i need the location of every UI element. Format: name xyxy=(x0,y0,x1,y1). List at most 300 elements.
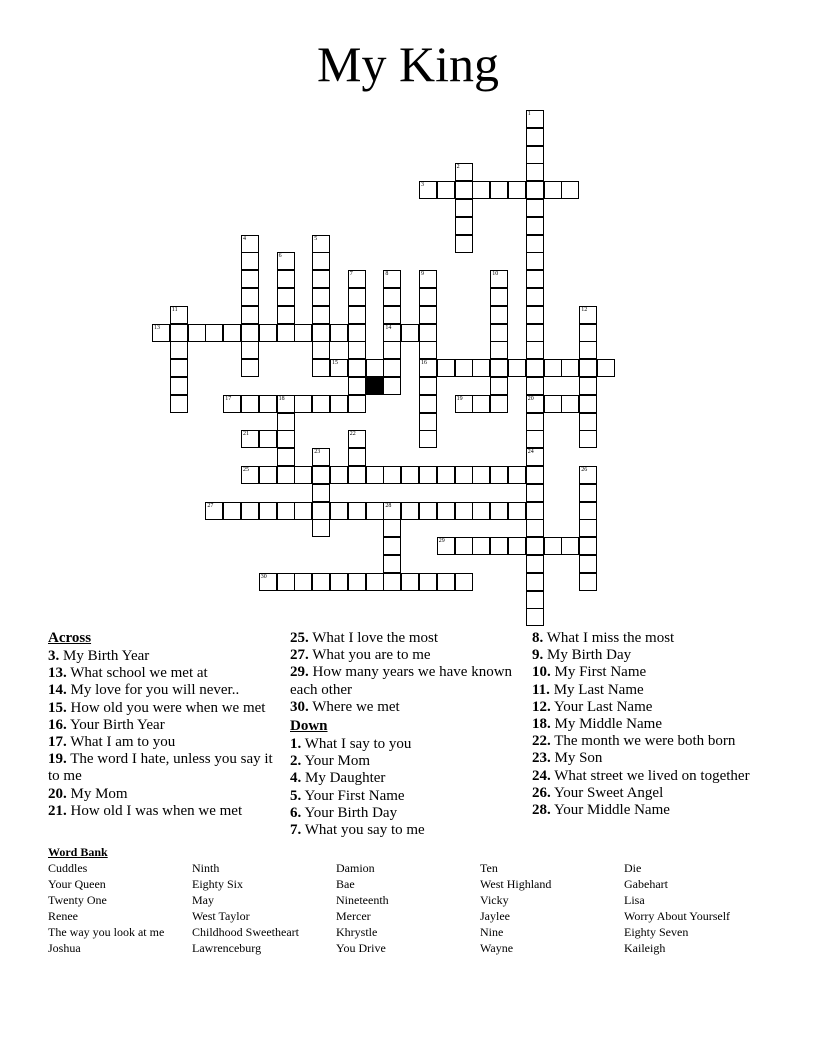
clue-text: My Mom xyxy=(66,785,128,802)
word-bank-column xyxy=(48,860,164,956)
grid-cell[interactable] xyxy=(170,324,188,342)
grid-cell[interactable] xyxy=(579,306,597,324)
grid-cell[interactable] xyxy=(526,502,544,520)
grid-cell[interactable] xyxy=(472,181,490,199)
grid-cell[interactable] xyxy=(312,466,330,484)
clue-number: 30. xyxy=(290,698,309,715)
grid-cell[interactable] xyxy=(330,395,348,413)
grid-cell[interactable] xyxy=(526,377,544,395)
clue-text: The word I hate, unless you say it to me xyxy=(48,751,273,785)
grid-cell[interactable] xyxy=(597,359,615,377)
word-bank-entry: Eighty Six xyxy=(192,877,244,891)
grid-cell[interactable] xyxy=(383,324,401,342)
clue-number: 20. xyxy=(48,785,67,802)
grid-cell[interactable] xyxy=(348,430,366,448)
grid-cell[interactable] xyxy=(526,395,544,413)
grid-cell[interactable] xyxy=(294,324,312,342)
word-bank-entry: Worry About Yourself xyxy=(624,909,731,923)
grid-cell[interactable] xyxy=(579,573,597,591)
grid-cell[interactable] xyxy=(205,324,223,342)
grid-cell[interactable] xyxy=(277,288,295,306)
grid-cell[interactable] xyxy=(579,324,597,342)
grid-cell[interactable] xyxy=(490,341,508,359)
grid-cell[interactable] xyxy=(561,181,579,199)
clue-text: Your Birth Year xyxy=(66,716,165,733)
grid-cell[interactable] xyxy=(526,519,544,537)
grid-cell[interactable] xyxy=(241,324,259,342)
grid-cell[interactable] xyxy=(526,359,544,377)
grid-cell[interactable] xyxy=(419,306,437,324)
grid-cell[interactable] xyxy=(526,181,544,199)
grid-cell[interactable] xyxy=(472,537,490,555)
word-bank-entry: Your Queen xyxy=(48,877,106,891)
clue-number: 20 xyxy=(527,395,534,402)
grid-cell[interactable] xyxy=(526,484,544,502)
clue-number: 12. xyxy=(532,698,551,715)
grid-cell[interactable] xyxy=(330,359,348,377)
grid-cell[interactable] xyxy=(383,270,401,288)
grid-cell[interactable] xyxy=(526,235,544,253)
grid-cell[interactable] xyxy=(579,377,597,395)
word-bank-entry: Mercer xyxy=(336,909,371,923)
clue-text: Your Last Name xyxy=(550,698,653,715)
clue-number: 27 xyxy=(207,502,214,509)
grid-cell[interactable] xyxy=(490,377,508,395)
grid-cell[interactable] xyxy=(419,324,437,342)
grid-cell[interactable] xyxy=(366,359,384,377)
clue-number: 10. xyxy=(532,664,551,681)
clue-number: 6 xyxy=(278,253,282,260)
grid-cell[interactable] xyxy=(419,430,437,448)
word-bank-column xyxy=(480,860,551,956)
clue-item xyxy=(290,753,520,770)
grid-cell[interactable] xyxy=(241,252,259,270)
grid-cell[interactable] xyxy=(526,110,544,128)
clue-number: 9 xyxy=(421,271,424,278)
grid-cell[interactable] xyxy=(259,502,277,520)
grid-cell[interactable] xyxy=(348,573,366,591)
grid-cell[interactable] xyxy=(472,359,490,377)
grid-cell[interactable] xyxy=(579,519,597,537)
clue-number: 22 xyxy=(349,431,356,438)
grid-cell[interactable] xyxy=(455,199,473,217)
clue-number: 25 xyxy=(243,467,249,473)
grid-cell[interactable] xyxy=(383,306,401,324)
grid-cell[interactable] xyxy=(419,270,437,288)
clue-text: What school we met at xyxy=(66,665,208,682)
clue-number: 11 xyxy=(171,306,178,313)
grid-cell[interactable] xyxy=(526,430,544,448)
word-bank-entry: Eighty Seven xyxy=(624,925,689,939)
grid-cell[interactable] xyxy=(437,537,455,555)
grid-cell[interactable] xyxy=(401,324,419,342)
grid-cell[interactable] xyxy=(241,341,259,359)
grid-cell[interactable] xyxy=(294,502,312,520)
clue-text: How many years we have known each other xyxy=(290,664,513,698)
grid-cell[interactable] xyxy=(383,519,401,537)
word-bank-entry: West Highland xyxy=(480,877,552,891)
grid-cell[interactable] xyxy=(294,395,312,413)
grid-cell[interactable] xyxy=(383,537,401,555)
clue-text: How old I was when we met xyxy=(66,802,243,819)
grid-cell[interactable] xyxy=(526,466,544,484)
grid-cell[interactable] xyxy=(455,163,473,181)
grid-cell[interactable] xyxy=(490,288,508,306)
grid-cell[interactable] xyxy=(526,306,544,324)
grid-cell[interactable] xyxy=(170,359,188,377)
clue-number: 21. xyxy=(48,802,67,819)
grid-cell[interactable] xyxy=(419,359,437,377)
clue-item xyxy=(48,700,278,717)
grid-cell[interactable] xyxy=(383,341,401,359)
grid-cell[interactable] xyxy=(348,324,366,342)
grid-cell[interactable] xyxy=(526,252,544,270)
clue-item xyxy=(532,716,762,733)
grid-cell[interactable] xyxy=(348,288,366,306)
grid-cell[interactable] xyxy=(579,537,597,555)
clue-number: 10 xyxy=(492,271,499,278)
grid-cell[interactable] xyxy=(508,502,526,520)
grid-cell[interactable] xyxy=(383,288,401,306)
clue-number: 3. xyxy=(48,648,60,664)
grid-cell[interactable] xyxy=(348,359,366,377)
grid-cell[interactable] xyxy=(312,306,330,324)
grid-cell[interactable] xyxy=(490,537,508,555)
grid-cell[interactable] xyxy=(259,324,277,342)
grid-cell[interactable] xyxy=(579,555,597,573)
grid-cell[interactable] xyxy=(526,146,544,164)
grid-cell[interactable] xyxy=(579,413,597,431)
word-bank-entry: Gabehart xyxy=(624,877,668,891)
clue-item xyxy=(48,648,278,665)
word-bank-entry: Lawrenceburg xyxy=(192,941,262,955)
clue-number: 5 xyxy=(314,235,318,242)
blocked-cell xyxy=(366,377,384,395)
grid-cell[interactable] xyxy=(526,163,544,181)
grid-cell[interactable] xyxy=(419,502,437,520)
grid-cell[interactable] xyxy=(508,359,526,377)
grid-cell[interactable] xyxy=(170,377,188,395)
grid-cell[interactable] xyxy=(401,466,419,484)
grid-cell[interactable] xyxy=(383,573,401,591)
grid-cell[interactable] xyxy=(526,448,544,466)
down-clue-list-continued xyxy=(532,630,762,819)
grid-cell[interactable] xyxy=(294,573,312,591)
grid-cell[interactable] xyxy=(241,359,259,377)
grid-cell[interactable] xyxy=(223,324,241,342)
clue-number: 16. xyxy=(48,716,67,733)
clue-item xyxy=(290,770,520,787)
grid-cell[interactable] xyxy=(188,324,206,342)
across-heading: Across xyxy=(48,630,92,646)
grid-cell[interactable] xyxy=(401,573,419,591)
clue-number: 18 xyxy=(278,395,285,402)
grid-cell[interactable] xyxy=(241,288,259,306)
grid-cell[interactable] xyxy=(348,270,366,288)
grid-cell[interactable] xyxy=(348,306,366,324)
grid-cell[interactable] xyxy=(312,484,330,502)
clue-number: 7 xyxy=(349,271,353,278)
grid-cell[interactable] xyxy=(277,413,295,431)
clue-number: 18. xyxy=(532,716,551,733)
grid-cell[interactable] xyxy=(455,573,473,591)
grid-cell[interactable] xyxy=(437,502,455,520)
grid-cell[interactable] xyxy=(490,466,508,484)
grid-cell[interactable] xyxy=(241,430,259,448)
grid-cell[interactable] xyxy=(170,395,188,413)
grid-cell[interactable] xyxy=(490,395,508,413)
clue-text: The month we were both born xyxy=(550,733,736,750)
grid-cell[interactable] xyxy=(366,466,384,484)
grid-cell[interactable] xyxy=(579,430,597,448)
clue-number: 1 xyxy=(527,111,531,117)
grid-cell[interactable] xyxy=(348,341,366,359)
grid-cell[interactable] xyxy=(455,502,473,520)
clue-number: 27. xyxy=(290,647,309,664)
grid-cell[interactable] xyxy=(277,502,295,520)
grid-cell[interactable] xyxy=(472,395,490,413)
grid-cell[interactable] xyxy=(419,466,437,484)
clue-item xyxy=(532,768,762,785)
grid-cell[interactable] xyxy=(561,537,579,555)
grid-cell[interactable] xyxy=(437,466,455,484)
grid-cell[interactable] xyxy=(259,466,277,484)
page-title: My King xyxy=(317,36,499,92)
grid-cell[interactable] xyxy=(490,502,508,520)
grid-cell[interactable] xyxy=(490,324,508,342)
grid-cell[interactable] xyxy=(170,341,188,359)
grid-cell[interactable] xyxy=(490,359,508,377)
grid-cell[interactable] xyxy=(544,395,562,413)
clue-item xyxy=(532,785,762,802)
grid-cell[interactable] xyxy=(277,252,295,270)
clue-text: Your Sweet Angel xyxy=(550,784,664,801)
grid-cell[interactable] xyxy=(241,235,259,253)
grid-cell[interactable] xyxy=(508,181,526,199)
clue-number: 29 xyxy=(438,538,445,545)
grid-cell[interactable] xyxy=(472,502,490,520)
grid-cell[interactable] xyxy=(259,573,277,591)
grid-cell[interactable] xyxy=(526,288,544,306)
grid-cell[interactable] xyxy=(330,573,348,591)
word-bank-title: Word Bank xyxy=(48,845,108,859)
grid-cell[interactable] xyxy=(419,288,437,306)
grid-cell[interactable] xyxy=(348,395,366,413)
grid-cell[interactable] xyxy=(490,306,508,324)
word-bank-entry: Nine xyxy=(480,925,504,939)
grid-cell[interactable] xyxy=(312,235,330,253)
grid-cell[interactable] xyxy=(277,466,295,484)
grid-cell[interactable] xyxy=(579,484,597,502)
word-bank-entry: Twenty One xyxy=(48,893,107,907)
clue-number: 8 xyxy=(385,271,389,278)
grid-cell[interactable] xyxy=(419,573,437,591)
grid-cell[interactable] xyxy=(526,537,544,555)
grid-cell[interactable] xyxy=(348,377,366,395)
grid-cell[interactable] xyxy=(312,341,330,359)
grid-cell[interactable] xyxy=(277,306,295,324)
grid-cell[interactable] xyxy=(277,430,295,448)
clue-number: 23 xyxy=(314,449,321,456)
grid-cell[interactable] xyxy=(348,466,366,484)
clue-number: 1. xyxy=(290,736,302,753)
grid-cell[interactable] xyxy=(366,573,384,591)
grid-cell[interactable] xyxy=(383,466,401,484)
across-clue-list-continued xyxy=(290,630,520,716)
grid-cell[interactable] xyxy=(490,181,508,199)
grid-cell[interactable] xyxy=(526,128,544,146)
grid-cell[interactable] xyxy=(259,430,277,448)
word-bank-entry: The way you look at me xyxy=(48,925,165,939)
grid-cell[interactable] xyxy=(526,573,544,591)
grid-cell[interactable] xyxy=(383,377,401,395)
clue-text: My Middle Name xyxy=(550,716,662,733)
grid-cell[interactable] xyxy=(544,181,562,199)
across-clue-list xyxy=(48,648,278,820)
grid-cell[interactable] xyxy=(152,324,170,342)
grid-cell[interactable] xyxy=(401,502,419,520)
grid-cell[interactable] xyxy=(561,359,579,377)
grid-cell[interactable] xyxy=(312,573,330,591)
grid-cell[interactable] xyxy=(312,502,330,520)
grid-cell[interactable] xyxy=(455,235,473,253)
clue-number: 17. xyxy=(48,734,67,751)
clue-text: My First Name xyxy=(550,664,647,681)
grid-cell[interactable] xyxy=(277,395,295,413)
grid-cell[interactable] xyxy=(312,448,330,466)
grid-cell[interactable] xyxy=(419,413,437,431)
grid-cell[interactable] xyxy=(526,324,544,342)
clue-number: 2. xyxy=(290,753,302,770)
grid-cell[interactable] xyxy=(366,502,384,520)
clue-text: How old you were when we met xyxy=(66,699,266,716)
grid-cell[interactable] xyxy=(312,270,330,288)
grid-cell[interactable] xyxy=(241,466,259,484)
clue-number: 15 xyxy=(332,360,338,367)
grid-cell[interactable] xyxy=(294,466,312,484)
grid-cell[interactable] xyxy=(508,537,526,555)
grid-cell[interactable] xyxy=(259,395,277,413)
grid-cell[interactable] xyxy=(170,306,188,324)
clue-number: 29. xyxy=(290,664,309,681)
grid-cell[interactable] xyxy=(241,306,259,324)
grid-cell[interactable] xyxy=(455,537,473,555)
grid-cell[interactable] xyxy=(561,395,579,413)
grid-cell[interactable] xyxy=(455,181,473,199)
grid-cell[interactable] xyxy=(383,502,401,520)
grid-cell[interactable] xyxy=(579,359,597,377)
grid-cell[interactable] xyxy=(437,359,455,377)
grid-cell[interactable] xyxy=(277,324,295,342)
grid-cell[interactable] xyxy=(455,395,473,413)
grid-cell[interactable] xyxy=(544,359,562,377)
grid-cell[interactable] xyxy=(437,573,455,591)
clue-text: My Last Name xyxy=(549,681,644,698)
grid-cell[interactable] xyxy=(277,573,295,591)
grid-cell[interactable] xyxy=(330,466,348,484)
grid-cell[interactable] xyxy=(579,341,597,359)
grid-cell[interactable] xyxy=(455,359,473,377)
clue-number: 19. xyxy=(48,751,67,768)
grid-cell[interactable] xyxy=(455,217,473,235)
clue-item xyxy=(290,805,520,822)
grid-cell[interactable] xyxy=(579,466,597,484)
clue-text: My love for you will never.. xyxy=(66,682,240,699)
grid-cell[interactable] xyxy=(241,270,259,288)
grid-cell[interactable] xyxy=(223,502,241,520)
clue-number: 26. xyxy=(532,784,551,801)
grid-cell[interactable] xyxy=(241,502,259,520)
clue-number: 2 xyxy=(456,164,460,171)
grid-cell[interactable] xyxy=(348,448,366,466)
grid-cell[interactable] xyxy=(223,395,241,413)
clue-number: 14. xyxy=(48,682,67,699)
grid-cell[interactable] xyxy=(312,395,330,413)
grid-cell[interactable] xyxy=(383,359,401,377)
grid-cell[interactable] xyxy=(419,181,437,199)
word-bank-column xyxy=(624,860,730,956)
clue-column-2 xyxy=(290,630,520,839)
grid-cell[interactable] xyxy=(579,395,597,413)
grid-cell[interactable] xyxy=(472,466,490,484)
clue-number: 5. xyxy=(290,787,302,804)
word-bank-entry: Ten xyxy=(480,861,498,875)
grid-cell[interactable] xyxy=(312,519,330,537)
word-bank-entry: Wayne xyxy=(480,941,514,955)
grid-cell[interactable] xyxy=(508,466,526,484)
grid-cell[interactable] xyxy=(312,288,330,306)
clue-text: Your Birth Day xyxy=(301,804,398,821)
grid-cell[interactable] xyxy=(277,270,295,288)
grid-cell[interactable] xyxy=(348,502,366,520)
grid-cell[interactable] xyxy=(526,270,544,288)
grid-cell[interactable] xyxy=(312,359,330,377)
grid-cell[interactable] xyxy=(419,377,437,395)
grid-cell[interactable] xyxy=(526,555,544,573)
word-bank-entry: Die xyxy=(624,861,642,875)
clue-item xyxy=(48,786,278,803)
clue-text: What I am to you xyxy=(66,734,176,751)
grid-cell[interactable] xyxy=(312,324,330,342)
clue-text: My Birth Year xyxy=(59,648,150,664)
grid-cell[interactable] xyxy=(419,395,437,413)
clue-text: What I love the most xyxy=(308,630,439,646)
grid-cell[interactable] xyxy=(205,502,223,520)
grid-cell[interactable] xyxy=(383,555,401,573)
grid-cell[interactable] xyxy=(526,217,544,235)
grid-cell[interactable] xyxy=(437,181,455,199)
grid-cell[interactable] xyxy=(526,199,544,217)
grid-cell[interactable] xyxy=(277,448,295,466)
grid-cell[interactable] xyxy=(579,502,597,520)
clue-number: 19 xyxy=(456,395,463,402)
grid-cell[interactable] xyxy=(241,395,259,413)
grid-cell[interactable] xyxy=(330,502,348,520)
word-bank-entry: West Taylor xyxy=(192,909,250,923)
grid-cell[interactable] xyxy=(526,608,544,626)
grid-cell[interactable] xyxy=(312,252,330,270)
clue-text: What you are to me xyxy=(308,647,431,664)
grid-cell[interactable] xyxy=(490,270,508,288)
grid-cell[interactable] xyxy=(526,341,544,359)
grid-cell[interactable] xyxy=(419,341,437,359)
grid-cell[interactable] xyxy=(330,324,348,342)
grid-cell[interactable] xyxy=(526,591,544,609)
grid-cell[interactable] xyxy=(455,466,473,484)
grid-cell[interactable] xyxy=(526,413,544,431)
grid-cell[interactable] xyxy=(544,537,562,555)
word-bank-entry: Ninth xyxy=(192,861,220,875)
